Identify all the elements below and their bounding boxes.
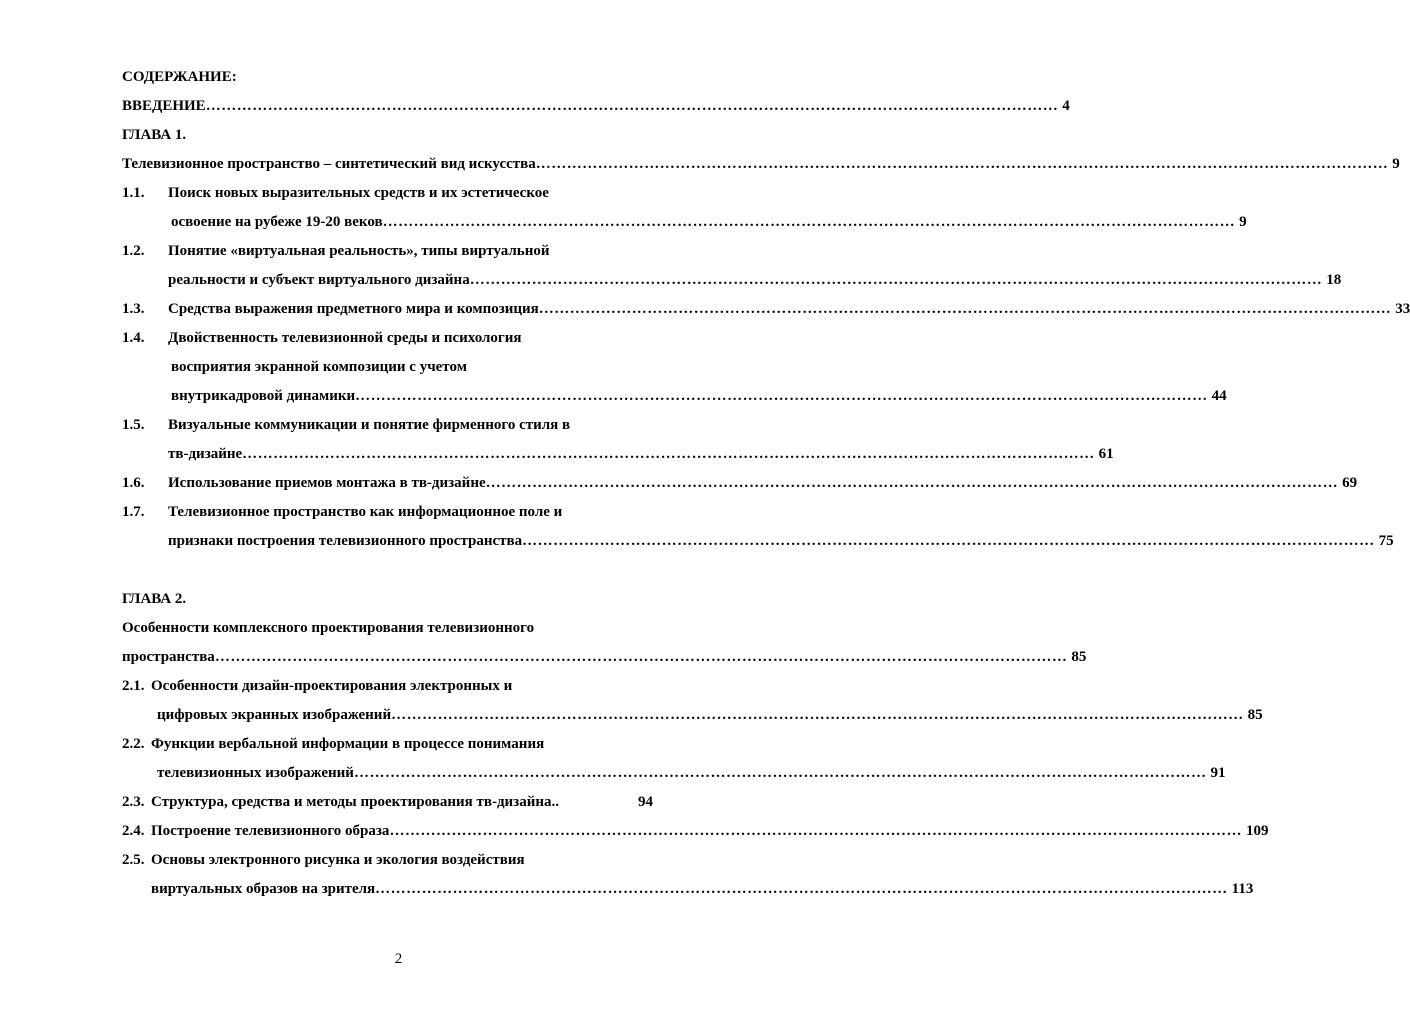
toc-entry-page: 18	[1326, 272, 1342, 288]
toc-entry-title: ВВЕДЕНИЕ	[122, 98, 206, 114]
dot-leader: …………………………………………………………………………………………………………………………………………………	[214, 649, 1068, 665]
toc-entry-page: 85	[1247, 707, 1263, 723]
toc-entry-2-4	[151, 822, 1269, 840]
toc-entry-2-3	[151, 793, 653, 811]
toc-entry-chapter1	[122, 155, 1400, 173]
toc-entry-title: признаки построения телевизионного пространства	[168, 533, 523, 549]
toc-entry-1-1	[171, 213, 1247, 231]
chapter-label: ГЛАВА 1.	[122, 127, 187, 143]
section-title-line: Телевизионное пространство как информационное поле и	[168, 504, 563, 520]
toc-entry-title: пространства	[122, 649, 215, 665]
section-title-line: Поиск новых выразительных средств и их эстетическое	[168, 185, 549, 201]
section-number: 1.5.	[122, 417, 145, 433]
toc-entry-page: 9	[1239, 214, 1247, 230]
toc-entry-title: освоение на рубеже 19-20 веков	[171, 214, 383, 230]
dot-leader: …………………………………………………………………………………………………………………………………………………	[389, 823, 1242, 839]
toc-entry-title: Использование приемов монтажа в тв-дизайне	[168, 475, 486, 491]
toc-heading: СОДЕРЖАНИЕ:	[122, 69, 237, 85]
toc-entry-title: тв-дизайне	[168, 446, 243, 462]
dot-leader: …………………………………………………………………………………………………………………………………………………	[522, 533, 1375, 549]
toc-entry-1-3	[168, 300, 1410, 318]
dot-leader: …………………………………………………………………………………………………………………………………………………	[205, 98, 1059, 114]
toc-entry-2-1	[157, 706, 1263, 724]
toc-entry-title: Средства выражения предметного мира и композиция	[168, 301, 539, 317]
toc-entry-1-6	[168, 474, 1358, 492]
section-number: 1.2.	[122, 243, 145, 259]
toc-entry-1-5	[168, 445, 1114, 463]
toc-entry-page: 44	[1211, 388, 1227, 404]
toc-entry-page: 91	[1210, 765, 1226, 781]
dot-leader: …………………………………………………………………………………………………………………………………………………	[355, 388, 1208, 404]
toc-entry-page: 33	[1395, 301, 1410, 317]
toc-entry-page: 69	[1342, 475, 1358, 491]
dot-leader: …………………………………………………………………………………………………………………………………………………	[242, 446, 1095, 462]
toc-entry-2-2	[157, 764, 1226, 782]
toc-entry-intro	[122, 97, 1070, 115]
toc-entry-title: внутрикадровой динамики	[171, 388, 356, 404]
toc-entry-1-4	[171, 387, 1227, 405]
toc-entry-title: Телевизионное пространство – синтетический вид искусства	[122, 156, 536, 172]
dot-leader: …………………………………………………………………………………………………………………………………………………	[538, 301, 1392, 317]
section-number: 1.1.	[122, 185, 145, 201]
chapter-label: ГЛАВА 2.	[122, 591, 187, 607]
toc-entry-title: Структура, средства и методы проектирования тв-дизайна..	[151, 794, 559, 810]
dot-leader: …………………………………………………………………………………………………………………………………………………	[391, 707, 1244, 723]
toc-entry-page: 85	[1071, 649, 1087, 665]
toc-entry-2-5	[151, 880, 1254, 898]
dot-leader: …………………………………………………………………………………………………………………………………………………	[485, 475, 1339, 491]
section-title-line: Особенности дизайн-проектирования электронных и	[151, 678, 513, 694]
toc-entry-1-7	[168, 532, 1394, 550]
section-number: 1.3.	[122, 301, 145, 317]
toc-entry-title: цифровых экранных изображений	[157, 707, 392, 723]
toc-entry-page: 94	[638, 794, 653, 810]
toc-entry-page: 9	[1392, 156, 1400, 172]
dot-leader: …………………………………………………………………………………………………………………………………………………	[353, 765, 1207, 781]
section-title-line: Визуальные коммуникации и понятие фирменного стиля в	[168, 417, 571, 433]
toc-entry-page: 113	[1231, 881, 1254, 897]
section-title-line: восприятия экранной композиции с учетом	[171, 359, 467, 375]
toc-entry-page: 4	[1062, 98, 1070, 114]
section-number: 1.7.	[122, 504, 145, 520]
toc-entry-1-2	[168, 271, 1342, 289]
section-title-line: Двойственность телевизионной среды и психология	[168, 330, 522, 346]
toc-entry-page: 61	[1098, 446, 1114, 462]
section-number: 2.1.	[122, 678, 145, 694]
page-number: 2	[394, 951, 403, 967]
toc-entry-title: Построение телевизионного образа	[151, 823, 390, 839]
section-number: 2.3.	[122, 794, 145, 810]
dot-leader: …………………………………………………………………………………………………………………………………………………	[469, 272, 1323, 288]
chapter-title-line: Особенности комплексного проектирования телевизионного	[122, 620, 535, 636]
dot-leader: …………………………………………………………………………………………………………………………………………………	[382, 214, 1236, 230]
section-number: 2.2.	[122, 736, 145, 752]
toc-entry-page: 109	[1245, 823, 1269, 839]
toc-entry-title: телевизионных изображений	[157, 765, 354, 781]
toc-entry-page: 75	[1378, 533, 1394, 549]
dot-leader: …………………………………………………………………………………………………………………………………………………	[375, 881, 1228, 897]
section-number: 1.4.	[122, 330, 145, 346]
section-title-line: Основы электронного рисунка и экология воздействия	[151, 852, 525, 868]
section-title-line: Понятие «виртуальная реальность», типы виртуальной	[168, 243, 550, 259]
dot-leader: …………………………………………………………………………………………………………………………………………………	[535, 156, 1389, 172]
toc-entry-title: виртуальных образов на зрителя	[151, 881, 376, 897]
section-title-line: Функции вербальной информации в процессе понимания	[151, 736, 545, 752]
toc-entry-title: реальности и субъект виртуального дизайна	[168, 272, 470, 288]
section-number: 1.6.	[122, 475, 145, 491]
section-number: 2.5.	[122, 852, 145, 868]
toc-entry-chapter2	[122, 648, 1087, 666]
section-number: 2.4.	[122, 823, 145, 839]
